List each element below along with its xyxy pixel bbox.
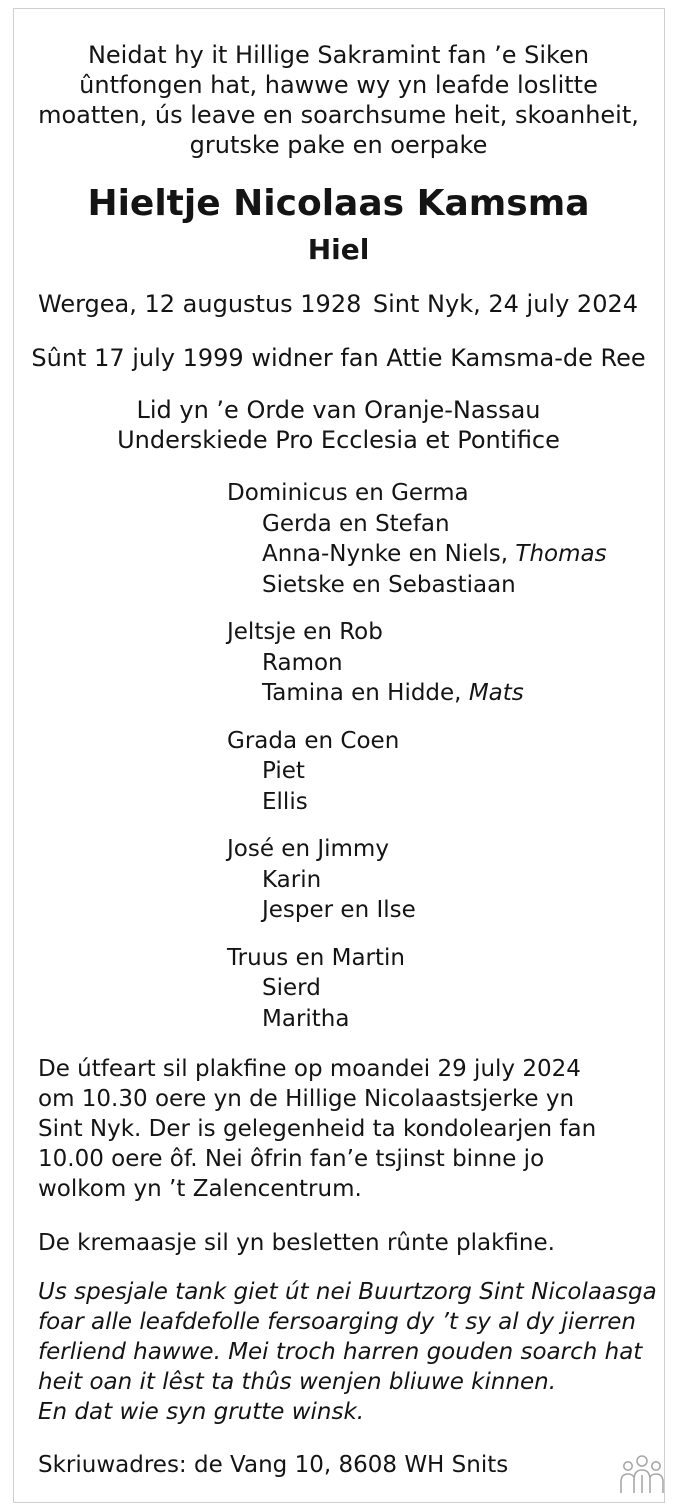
family-group xyxy=(227,726,607,818)
thanks-line: ferliend hawwe. Mei troch harren gouden soarch hat xyxy=(38,1339,643,1365)
grandchild-name: Mats xyxy=(468,680,524,706)
family-child: Gerda en Stefan xyxy=(262,510,450,537)
family-head: Dominicus en Germa xyxy=(227,480,469,506)
family-head: Jeltsje en Rob xyxy=(227,619,383,645)
people-group-icon xyxy=(619,1453,665,1497)
family-child: Karin xyxy=(262,866,322,893)
death-info: Sint Nyk, 24 july 2024 xyxy=(372,290,638,318)
family-child: Piet xyxy=(262,758,305,784)
thanks-line: En dat wie syn grutte winsk. xyxy=(38,1399,365,1425)
family-child: Sietske en Sebastiaan xyxy=(262,571,516,598)
honor-line: Underskiede Pro Ecclesia et Pontifice xyxy=(117,426,560,454)
family-list xyxy=(227,478,607,1051)
intro-line: grutske pake en oerpake xyxy=(189,131,488,159)
family-child: Jesper en Ilse xyxy=(262,897,416,923)
family-head: José en Jimmy xyxy=(227,836,389,862)
family-child: Tamina en Hidde, Mats xyxy=(262,680,524,706)
funeral-line: Sint Nyk. Der is gelegenheid ta kondolearjen fan xyxy=(38,1116,597,1142)
family-group xyxy=(227,943,607,1035)
intro-line: Neidat hy it Hillige Sakramint fan ’e Siken xyxy=(87,41,590,69)
funeral-line: om 10.30 oere yn de Hillige Nicolaastsjerke yn xyxy=(38,1086,575,1112)
deceased-name: Hieltje Nicolaas Kamsma xyxy=(87,183,590,224)
family-group xyxy=(227,478,607,600)
family-group xyxy=(227,834,607,926)
honor-line: Lid yn ’e Orde van Oranje-Nassau xyxy=(136,396,541,424)
thanks-line: foar alle leafdefolle fersoarging dy ’t sy al dy jierren xyxy=(38,1309,636,1335)
thanks-line: Us spesjale tank giet út nei Buurtzorg Sint Nicolaasga xyxy=(38,1279,657,1305)
deceased-alias: Hiel xyxy=(307,233,370,266)
funeral-line: De útfeart sil plakfine op moandei 29 july 2024 xyxy=(38,1056,581,1082)
family-group xyxy=(227,617,607,709)
family-head: Truus en Martin xyxy=(227,944,405,971)
family-child: Anna-Nynke en Niels, Thomas xyxy=(262,541,607,567)
cremation-line: De kremaasje sil yn besletten rûnte plakfine. xyxy=(38,1230,555,1256)
widower-line: Sûnt 17 july 1999 widner fan Attie Kamsma-de Ree xyxy=(31,344,646,372)
birth-info: Wergea, 12 augustus 1928 xyxy=(38,290,362,318)
family-child: Ramon xyxy=(262,649,343,676)
intro-line: moatten, ús leave en soarchsume heit, skoanheit, xyxy=(38,101,639,129)
funeral-line: 10.00 oere ôf. Nei ôfrin fan’e tsjinst binne jo xyxy=(38,1146,545,1172)
family-head: Grada en Coen xyxy=(227,727,400,754)
funeral-line: wolkom yn ’t Zalencentrum. xyxy=(38,1176,362,1202)
grandchild-name: Thomas xyxy=(515,541,607,567)
family-child: Sierd xyxy=(262,975,321,1001)
thanks-line: heit oan it lêst ta thûs wenjen bliuwe kinnen. xyxy=(38,1369,557,1395)
intro-line: ûntfongen hat, hawwe wy yn leafde loslitte xyxy=(79,71,598,99)
address-line: Skriuwadres: de Vang 10, 8608 WH Snits xyxy=(38,1452,509,1478)
family-child: Maritha xyxy=(262,1005,350,1032)
family-child: Ellis xyxy=(262,788,308,815)
